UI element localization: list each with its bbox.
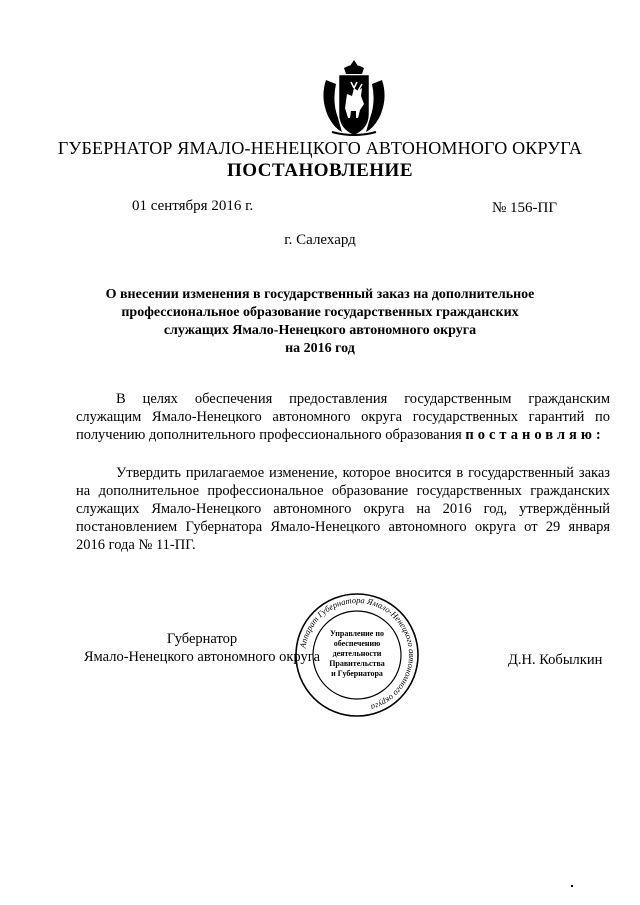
preamble-paragraph <box>76 390 610 444</box>
document-subject <box>100 286 540 358</box>
speck-mark <box>571 885 573 887</box>
subject-line: О внесении изменения в государственный заказ на дополнительное <box>105 287 535 302</box>
subject-line: на 2016 год <box>285 341 355 356</box>
coat-of-arms-icon <box>318 58 390 138</box>
subject-line: профессиональное образование государственных гражданских <box>121 305 519 320</box>
stamp-inner-line: Управление по <box>330 629 384 638</box>
operative-text: Утвердить прилагаемое изменение, которое вносится в государственный заказ на дополнительное профессиональное образование государственных гражданских служащих Ямало-Ненецкого автономного округа на 2016 год, утверждённый постановлением Губернатора Ямало-Ненецкого автономного округа от 29 января 2016 года № 11-ПГ. <box>76 465 610 553</box>
stamp-inner-line: Правительства <box>329 659 385 668</box>
signatory-name: Д.Н. Кобылкин <box>508 652 603 668</box>
operative-paragraph <box>76 464 610 554</box>
preamble-text: В целях обеспечения предоставления государственным гражданским служащим Ямало-Ненецкого автономного округа государственных гарантий по получению дополнительного профессионального образования <box>76 391 610 443</box>
document-type: ПОСТАНОВЛЕНИЕ <box>226 160 414 181</box>
signatory-title <box>76 630 328 666</box>
stamp-outer-text: Аппарат Губернатора Ямало-Ненецкого автономного округа <box>297 594 418 713</box>
org-title: ГУБЕРНАТОР ЯМАЛО-НЕНЕЦКОГО АВТОНОМНОГО ОКРУГА <box>57 138 583 158</box>
subject-line: служащих Ямало-Ненецкого автономного округа <box>163 323 477 338</box>
document-city: г. Салехард <box>284 232 356 248</box>
stamp-inner-line: деятельности <box>332 649 382 658</box>
signatory-title-line: Ямало-Ненецкого автономного округа <box>83 649 321 665</box>
document-date: 01 сентября 2016 г. <box>132 198 254 214</box>
official-stamp <box>294 592 420 718</box>
stamp-inner-line: и Губернатора <box>331 669 383 678</box>
stamp-inner-line: обеспечению <box>333 639 381 648</box>
document-number: № 156-ПГ <box>492 200 558 216</box>
decree-keyword: постановляю: <box>465 427 605 443</box>
signatory-title-line: Губернатор <box>166 631 238 647</box>
